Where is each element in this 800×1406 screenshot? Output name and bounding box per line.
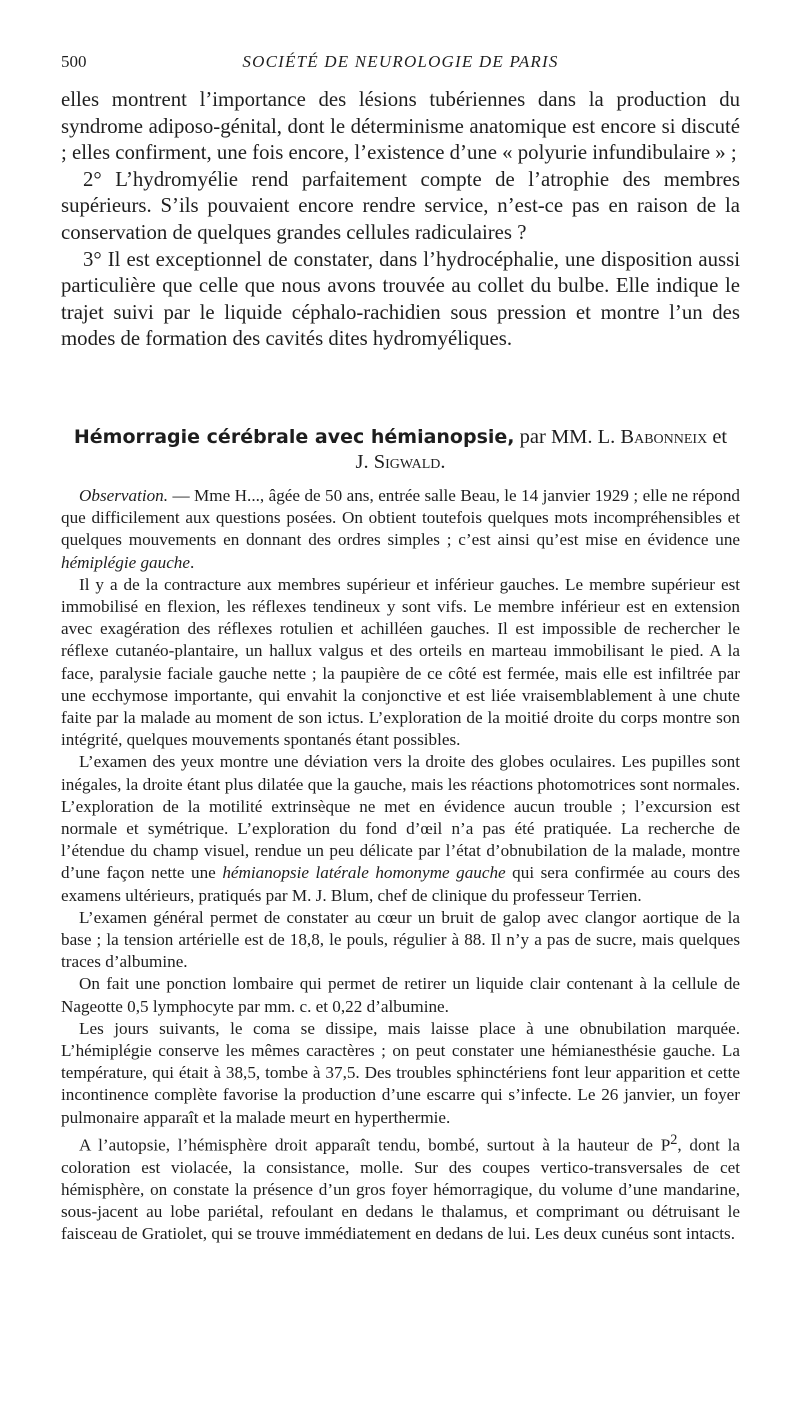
paragraph: L’examen général permet de constater au cœur un bruit de galop avec clangor aortique de la base ; la tension artérielle est de 18,8, le pouls, régulier à 88. Il n’y a pas de sucre, mais quelques traces d’albumine. [61,907,740,972]
paragraph: On fait une ponction lombaire qui permet de retirer un liquide clair contenant à la cellule de Nageotte 0,5 lymphocyte par mm. c. et 0,22 d’albumine. [61,974,740,1016]
byline-prefix: par MM. L. [519,426,616,448]
emphasis: hémianopsie latérale homonyme gauche [222,863,506,883]
section-label: Observation. [79,486,169,505]
text-run: . [189,552,195,572]
text-run: , dont la coloration est violacée, la consistance, molle. Sur des coupes vertico-transversales de cet hémisphère, on constate la présence d’un gros foyer hémorragique, du volume d’une mandarine, sous-jacent au lobe pariétal, refoulant en dedans le thalamus, et comprimant ou détruisant le faisceau de Gratiolet, qui se trouve immédiatement en dedans de lui. Les deux cunéus sont intacts. [61,1135,741,1244]
text-run: qui sera confirmée au cours des examens ultérieurs, pratiqués par M. J. Blum, chef de clinique du professeur Terrien. [61,863,740,905]
paragraph: elles montrent l’importance des lésions tubériennes dans la production du syndrome adiposo-génital, dont le déterminisme anatomique est encore si discuté ; elles confirment, une fois encore, l’existence d’une « polyurie infundibulaire » ; [61,88,740,165]
superscript: 2 [670,1131,678,1148]
article-title: Hémorragie cérébrale avec hémianopsie, [73,426,515,448]
previous-article-conclusion [61,87,740,353]
paragraph: 2° L’hydromyélie rend parfaitement compte de l’atrophie des membres supérieurs. S’ils pouvaient encore rendre service, n’est-ce pas en raison de la conservation de quelques grandes cellules radiculaires ? [61,167,740,244]
paragraph [61,751,740,906]
emphasis: hémiplégie gauche [61,552,190,572]
text-run: A l’autopsie, l’hémisphère droit apparaît tendu, bombé, surtout à la hauteur de P [79,1135,671,1155]
author-name: Babonneix [620,426,708,448]
paragraph: 3° Il est exceptionnel de constater, dans l’hydrocéphalie, une disposition aussi particulière que celle que nous avons trouvée au collet du bulbe. Elle indique le trajet suivi par le liquide céphalo-rachidien sous pression et montre l’un des modes de formation des cavités dites hydromyéliques. [61,247,740,351]
page-number: 500 [61,52,87,71]
paragraph: Les jours suivants, le coma se dissipe, mais laisse place à une obnubilation marquée. L’hémiplégie conserve les mêmes caractères ; on peut constater une hémianesthésie gauche. La température, qui était à 38,5, tombe à 37,5. Des troubles sphinctériens font leur apparition et cette incontinence complète favorise la production d’une escarre qui s’infecte. Le 26 janvier, un foyer pulmonaire apparaît et la malade meurt en hyperthermie. [61,1018,740,1127]
observation-body [61,485,740,1246]
byline-and: et [712,426,728,448]
text-run: — Mme H..., âgée de 50 ans, entrée salle Beau, le 14 janvier 1929 ; elle ne répond que difficilement aux questions posées. On obtient toutefois quelques mots incompréhensibles et quelques mouvements en donnant des ordres simples ; c’est ainsi qu’est mise en évidence une [61,486,740,550]
running-title: SOCIÉTÉ DE NEUROLOGIE DE PARIS [242,52,559,71]
author-name: J. Sigwald. [355,451,446,473]
text-run: L’examen des yeux montre une déviation vers la droite des globes oculaires. Les pupilles sont inégales, la droite étant plus dilatée que la gauche, mais les réactions photomotrices sont normales. L’exploration de la motilité extrinsèque ne met en évidence aucun trouble ; l’excursion est normale et symétrique. L’exploration du fond d’œil n’a pas été pratiquée. La recherche de l’étendue du champ visuel, rendue un peu délicate par l’état d’obnubilation de la malade, montre d’une façon nette une [61,752,740,883]
article-heading [61,425,740,475]
paragraph [61,1129,740,1246]
paragraph: Il y a de la contracture aux membres supérieur et inférieur gauches. Le membre supérieur est immobilisé en flexion, les réflexes tendineux y sont vifs. Le membre inférieur est en extension avec exagération des réflexes rotulien et achilléen gauches. Il est impossible de rechercher le réflexe cutanéo-plantaire, un hallux valgus et des orteils en marteau immobilisant le pied. A la face, paralysie faciale gauche nette ; la paupière de ce côté est fermée, mais elle est infiltrée par une ecchymose importante, qui envahit la conjonctive et est liée vraisemblablement à une chute faite par la malade au moment de son ictus. L’exploration de la moitié droite du corps montre son intégrité, quelques mouvements spontanés étant possibles. [61,574,740,750]
paragraph [61,485,740,574]
running-head [61,52,740,76]
